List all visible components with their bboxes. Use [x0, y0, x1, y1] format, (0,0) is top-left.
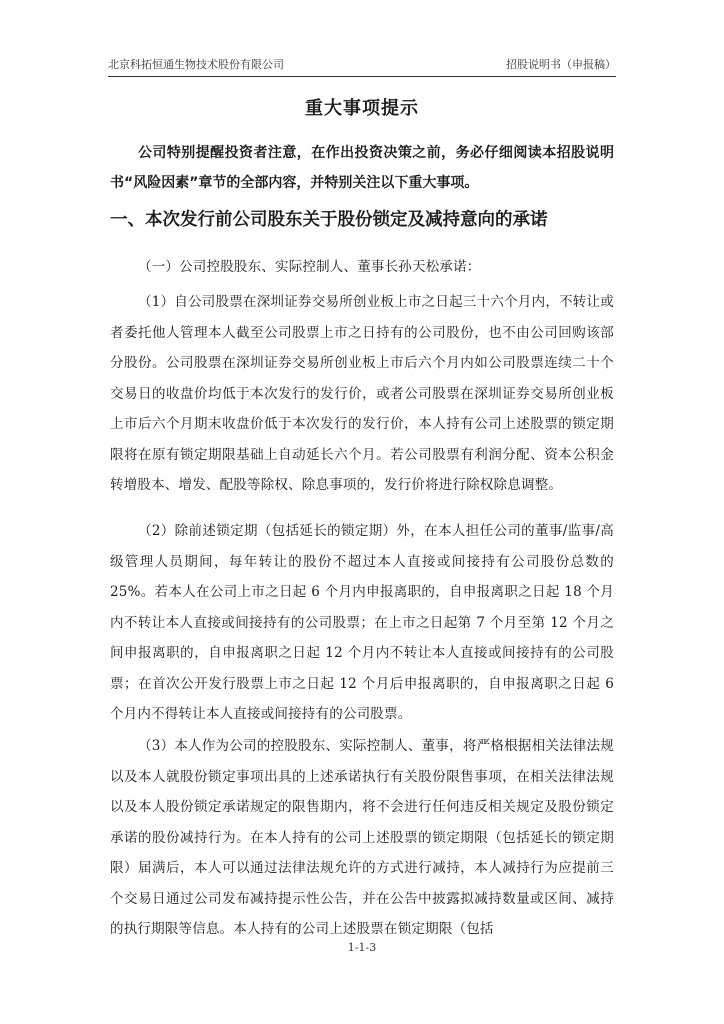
header-company-name: 北京科拓恒通生物技术股份有限公司 — [108, 58, 284, 71]
investor-notice: 公司特别提醒投资者注意，在作出投资决策之前，务必仔细阅读本招股说明书“风险因素”章节的全部内容，并特别关注以下重大事项。 — [110, 145, 614, 191]
paragraph-lockup-2: （2）除前述锁定期（包括延长的锁定期）外，在本人担任公司的董事/监事/高级管理人员期间，每年转让的股份不超过本人直接或间接持有公司股份总数的 25%。若本人在公司上市之日起 6 个月内申报离职的，自申报离职之日起 18 个月内不转让本人直接或间接持有的公司股票；在上市之日起第 7 个月至第 12 个月之间申报离职的，自申报离职之日起 12 个月内不转让本人直接或间接持有的公司股票；在首次公开发行股票上市之日起 12 个月后申报离职的，自申报离职之日起 6 个月内不得转让本人直接或间接持有的公司股票。 — [110, 523, 614, 722]
paragraph-lockup-3: （3）本人作为公司的控股股东、实际控制人、董事，将严格根据相关法律法规以及本人就股份锁定事项出具的上述承诺执行有关股份限售事项，在相关法律法规以及本人股份锁定承诺规定的限售期内，将不会进行任何违反相关规定及股份锁定承诺的股份减持行为。在本人持有的公司上述股票的锁定期限（包括延长的锁定期限）届满后，本人可以通过法律法规允许的方式进行减持，本人减持行为应提前三个交易日通过公司发布减持提示性公告，并在公告中披露拟减持数量或区间、减持的执行期限等信息。本人持有的公司上述股票在锁定期限（包括 — [110, 738, 614, 937]
section-heading: 一、本次发行前公司股东关于股份锁定及减持意向的承诺 — [110, 210, 548, 230]
paragraph-subheading: （一）公司控股股东、实际控制人、董事长孙天松承诺： — [138, 259, 481, 275]
paragraph-lockup-1: （1）自公司股票在深圳证券交易所创业板上市之日起三十六个月内，不转让或者委托他人管理本人截至公司股票上市之日持有的公司股份，也不由公司回购该部分股份。公司股票在深圳证券交易所创业板上市后六个月内如公司股票连续二十个交易日的收盘价均低于本次发行的发行价，或者公司股票在深圳证券交易所创业板上市后六个月期末收盘价低于本次发行的发行价，本人持有公司上述股票的锁定期限将在原有锁定期限基础上自动延长六个月。若公司股票有利润分配、资本公积金转增股本、增发、配股等除权、除息事项的，发行价将进行除权除息调整。 — [110, 294, 614, 493]
header-divider — [108, 76, 616, 77]
page-title: 重大事项提示 — [305, 98, 419, 119]
page-header — [108, 56, 616, 74]
header-document-type: 招股说明书（申报稿） — [506, 58, 616, 71]
page-number: 1-1-3 — [347, 941, 377, 954]
